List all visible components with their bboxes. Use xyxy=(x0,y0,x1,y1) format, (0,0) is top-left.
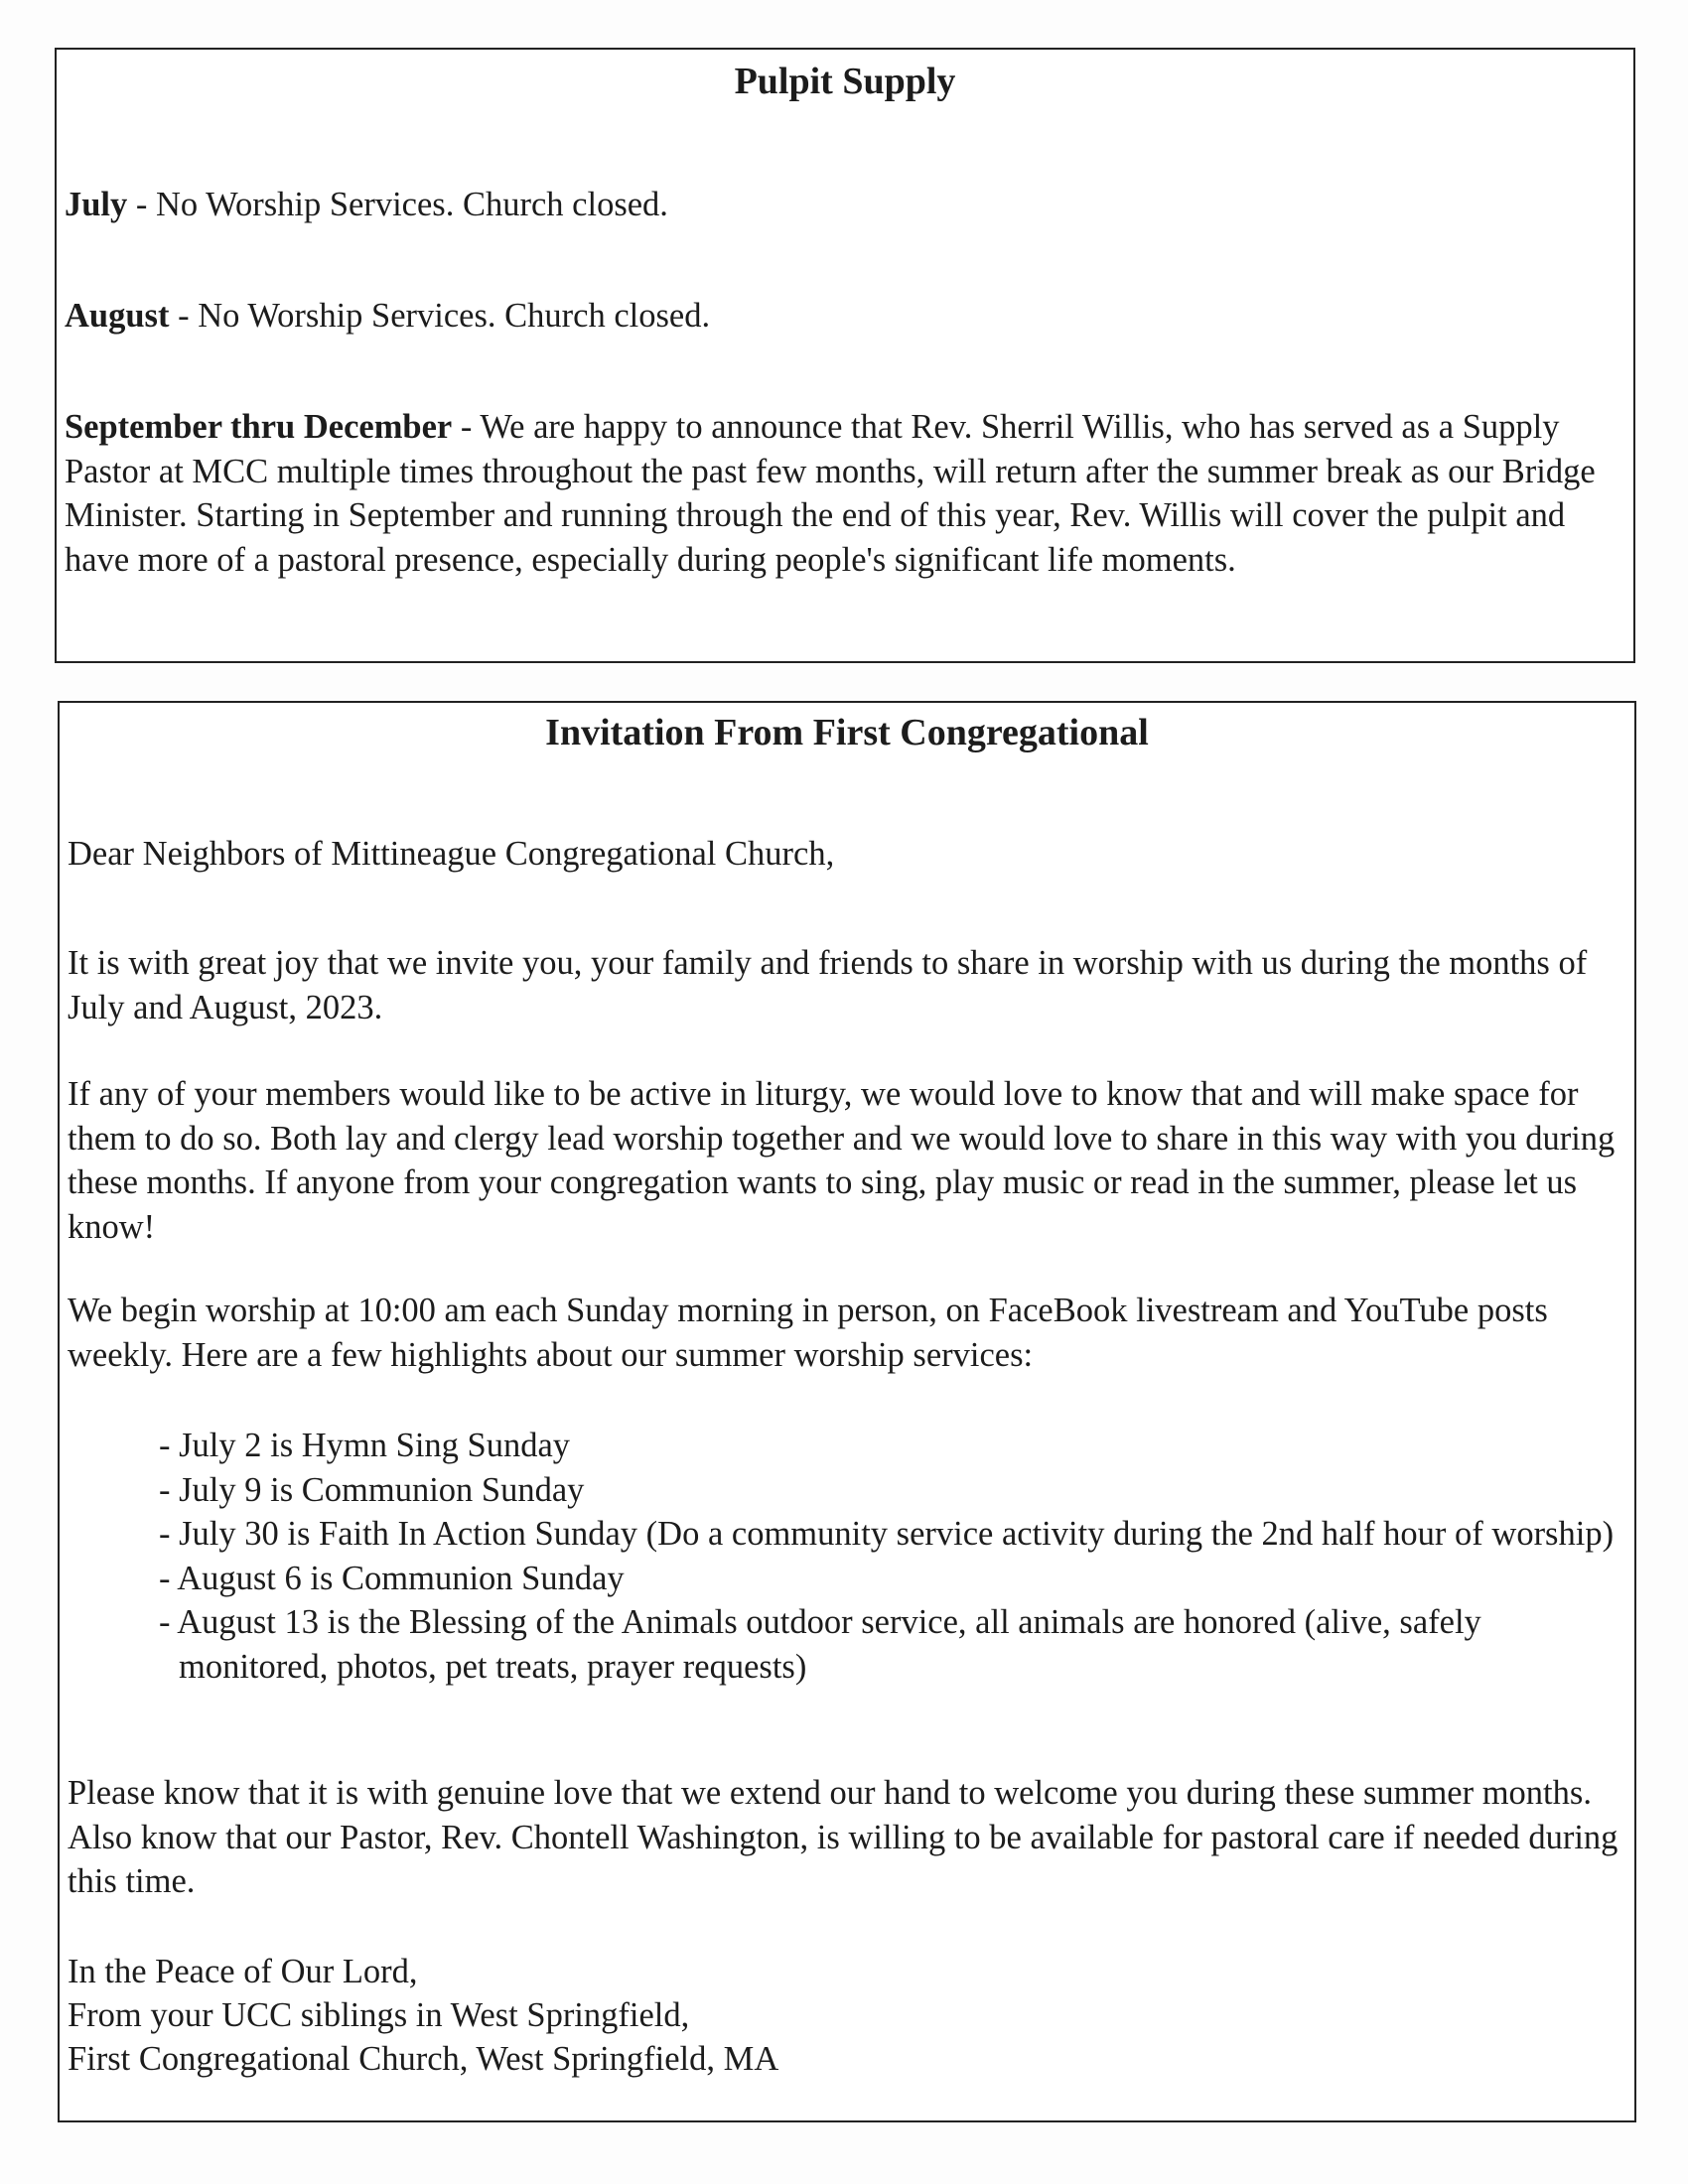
sept-dec-label: September thru December xyxy=(65,408,453,446)
closing: In the Peace of Our Lord, xyxy=(68,1953,418,1990)
july-label: July xyxy=(65,186,128,223)
invitation-paragraph-3: We begin worship at 10:00 am each Sunday morning in person, on FaceBook livestream and YouTube posts weekly. Here are a few highlights about our summer worship services: xyxy=(68,1292,1548,1374)
highlights-list xyxy=(159,1424,1628,1689)
july-entry xyxy=(65,183,1627,227)
signature-line-1: From your UCC siblings in West Springfield, xyxy=(68,1996,690,2034)
list-item: - August 13 is the Blessing of the Animals outdoor service, all animals are honored (alive, safely monitored, photos, pet treats, prayer requests) xyxy=(159,1603,1481,1686)
pulpit-supply-box xyxy=(55,48,1635,663)
july-text: - No Worship Services. Church closed. xyxy=(127,186,668,223)
august-entry xyxy=(65,294,1627,339)
invitation-title: Invitation From First Congregational xyxy=(545,712,1149,753)
salutation: Dear Neighbors of Mittineague Congregational Church, xyxy=(68,835,835,873)
august-text: - No Worship Services. Church closed. xyxy=(169,297,711,335)
list-item: - July 30 is Faith In Action Sunday (Do a community service activity during the 2nd half hour of worship) xyxy=(159,1515,1615,1553)
invitation-paragraph-1: It is with great joy that we invite you, your family and friends to share in worship with us during the months of July and August, 2023. xyxy=(68,944,1588,1026)
invitation-box xyxy=(58,701,1636,2122)
list-item: - August 6 is Communion Sunday xyxy=(159,1559,625,1597)
sept-dec-text: - We are happy to announce that Rev. Sherril Willis, who has served as a Supply Pastor at MCC multiple times throughout the past few months, will return after the summer break as our Bridge Minister. Starting in September and running through the end of this year, Rev. Willis will cover the pulpit and have more of a pastoral presence, especially during people's significant life moments. xyxy=(65,408,1596,579)
sept-dec-entry xyxy=(65,405,1627,582)
invitation-paragraph-4: Please know that it is with genuine love that we extend our hand to welcome you during these summer months. Also know that our Pastor, Rev. Chontell Washington, is willing to be available for pastoral care if needed during this time. xyxy=(68,1774,1618,1900)
list-item: - July 9 is Communion Sunday xyxy=(159,1470,585,1509)
pulpit-supply-title: Pulpit Supply xyxy=(734,61,956,102)
august-label: August xyxy=(65,297,170,335)
list-item: - July 2 is Hymn Sing Sunday xyxy=(159,1427,571,1464)
invitation-paragraph-2: If any of your members would like to be active in liturgy, we would love to know that and will make space for them to do so. Both lay and clergy lead worship together and we would love to share in this way with you during these months. If anyone from your congregation wants to sing, play music or read in the summer, please let us know! xyxy=(68,1075,1616,1246)
signature-line-2: First Congregational Church, West Springfield, MA xyxy=(68,2040,779,2078)
